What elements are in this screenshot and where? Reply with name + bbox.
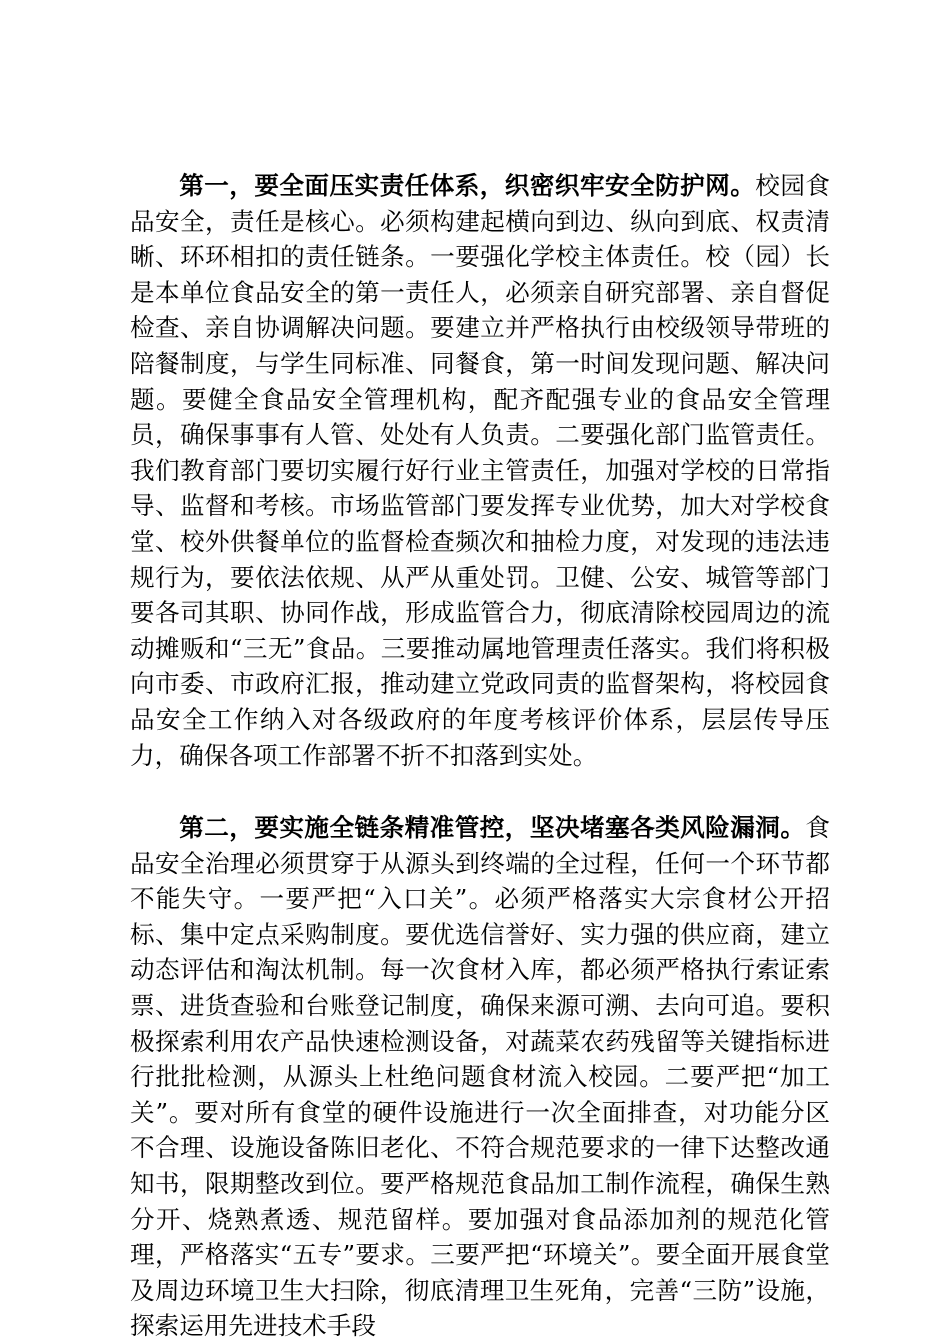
paragraph-2-lead: 第二，要实施全链条精准管控，坚决堵塞各类风险漏洞。: [179, 813, 806, 843]
paragraph-2-body: 食品安全治理必须贯穿于从源头到终端的全过程，任何一个环节都不能失守。一要严把“入口关”。必须严格落实大宗食材公开招标、集中定点采购制度。要优选信誉好、实力强的供应商，建立动态评估和淘汰机制。每一次食材入库，都必须严格执行索证索票、进货查验和台账登记制度，确保来源可溯、去向可追。要积极探索利用农产品快速检测设备，对蔬菜农药残留等关键指标进行批批检测，从源头上杜绝问题食材流入校园。二要严把“加工关”。要对所有食堂的硬件设施进行一次全面排查，对功能分区不合理、设施设备陈旧老化、不符合规范要求的一律下达整改通知书，限期整改到位。要严格规范食品加工制作流程，确保生熟分开、烧熟煮透、规范留样。要加强对食品添加剂的规范化管理，严格落实“五专”要求。三要严把“环境关”。要全面开展食堂及周边环境卫生大扫除，彻底清理卫生死角，完善“三防”设施，探索运用先进技术手段: [130, 813, 830, 1341]
paragraph-1: [130, 168, 830, 773]
paragraph-2: [130, 810, 830, 1344]
paragraph-1-body: 校园食品安全，责任是核心。必须构建起横向到边、纵向到底、权责清晰、环环相扣的责任链条。一要强化学校主体责任。校（园）长是本单位食品安全的第一责任人，必须亲自研究部署、亲自督促检查、亲自协调解决问题。要建立并严格执行由校级领导带班的陪餐制度，与学生同标准、同餐食，第一时间发现问题、解决问题。要健全食品安全管理机构，配齐配强专业的食品安全管理员，确保事事有人管、处处有人负责。二要强化部门监管责任。我们教育部门要切实履行好行业主管责任，加强对学校的日常指导、监督和考核。市场监管部门要发挥专业优势，加大对学校食堂、校外供餐单位的监督检查频次和抽检力度，对发现的违法违规行为，要依法依规、从严从重处罚。卫健、公安、城管等部门要各司其职、协同作战，形成监管合力，彻底清除校园周边的流动摊贩和“三无”食品。三要推动属地管理责任落实。我们将积极向市委、市政府汇报，推动建立党政同责的监督架构，将校园食品安全工作纳入对各级政府的年度考核评价体系，层层传导压力，确保各项工作部署不折不扣落到实处。: [130, 171, 830, 770]
paragraph-1-lead: 第一，要全面压实责任体系，织密织牢安全防护网。: [179, 171, 756, 200]
document-page: [130, 168, 830, 1344]
